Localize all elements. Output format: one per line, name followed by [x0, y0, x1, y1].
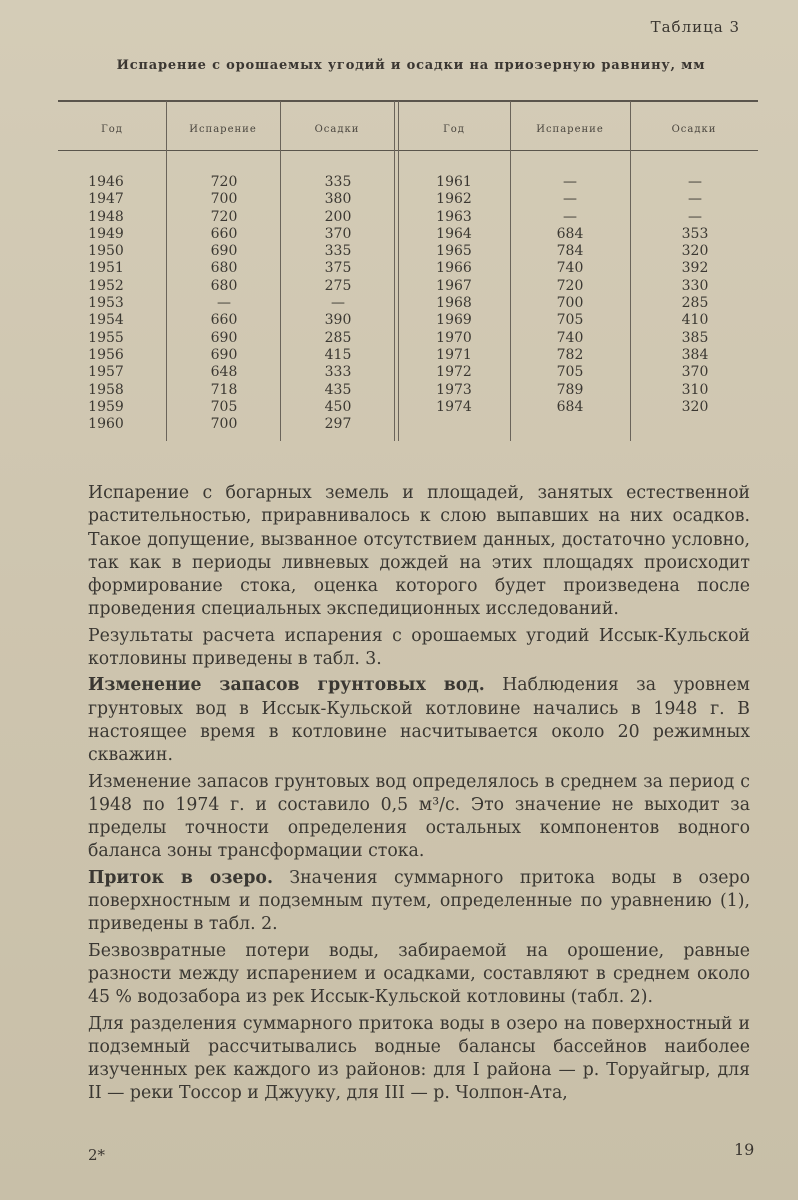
table-cell: 1965 — [436, 243, 472, 260]
table-cell: 333 — [324, 364, 352, 381]
table-cell: 680 — [210, 260, 238, 277]
table-cell: 1958 — [88, 381, 124, 398]
paragraph: Результаты расчета испарения с орошаемых угодий Иссык-Кульской котловины приведены в табл. 3. — [88, 625, 750, 670]
table-cell: 310 — [681, 381, 709, 398]
table-cell: 392 — [681, 260, 709, 277]
header-precipitation-left: Осадки — [314, 124, 360, 135]
table-cell: 1947 — [88, 191, 124, 208]
table-cell: 718 — [210, 381, 238, 398]
header-evaporation-right: Испарение — [536, 124, 604, 135]
paragraph: Безвозвратные потери воды, забираемой на орошение, равные разности между испарением и осадками, составляют в среднем около 45 % водозабора из рек Иссык-Кульской котловины (табл. 2). — [88, 940, 750, 1008]
page-number: 19 — [734, 1140, 755, 1159]
column-evaporation-left — [176, 174, 272, 433]
table-cell: 320 — [681, 243, 709, 260]
table-cell: 1961 — [436, 174, 472, 190]
table-cell: 705 — [210, 398, 238, 415]
table-cell: 1959 — [88, 398, 124, 415]
table-cell: 784 — [556, 243, 584, 260]
table-cell: 720 — [210, 208, 238, 225]
table-cell: 1968 — [436, 295, 472, 312]
table-cell: 1964 — [436, 225, 472, 242]
table-cell: 275 — [324, 277, 352, 294]
table-cell: 297 — [324, 416, 352, 433]
column-divider-double — [394, 101, 395, 441]
table-cell: — — [563, 191, 577, 208]
table-cell: 450 — [324, 398, 352, 415]
table-cell: 353 — [681, 225, 709, 242]
table-cell: 1966 — [436, 260, 472, 277]
table-cell: 705 — [556, 312, 584, 329]
table-cell: 384 — [681, 346, 709, 363]
table-cell: 1974 — [436, 398, 472, 415]
table-cell: 1949 — [88, 225, 124, 242]
table-cell: 285 — [681, 295, 709, 312]
table-cell: 410 — [681, 312, 709, 329]
paragraph: Для разделения суммарного притока воды в озеро на поверхностный и подземный рассчитывались водные балансы бассейнов наиболее изученных рек каждого из районов: для I района — р. Торуайгыр, для II — реки Тоссор и Джууку, для III — р. Чолпон-Ата, — [88, 1013, 750, 1104]
table-cell: 648 — [210, 364, 238, 381]
table-cell: 1954 — [88, 312, 124, 329]
table-cell: 1950 — [88, 243, 124, 260]
table-cell: 1973 — [436, 381, 472, 398]
table-cell: 390 — [324, 312, 352, 329]
table-cell: 1967 — [436, 277, 472, 294]
table-cell: 320 — [681, 398, 709, 415]
column-divider — [280, 101, 281, 441]
table-cell: — — [217, 295, 231, 312]
table-cell: 1970 — [436, 329, 472, 346]
table-cell: 1946 — [88, 174, 124, 190]
table-cell: 335 — [324, 243, 352, 260]
header-evaporation-left: Испарение — [189, 124, 257, 135]
table-cell: 705 — [556, 364, 584, 381]
table-cell: — — [688, 174, 702, 190]
table-cell: 680 — [210, 277, 238, 294]
table-cell: 700 — [210, 191, 238, 208]
table-cell: 660 — [210, 312, 238, 329]
table-cell: 1962 — [436, 191, 472, 208]
header-precipitation-right: Осадки — [671, 124, 717, 135]
column-divider — [166, 101, 167, 441]
table-cell: 1969 — [436, 312, 472, 329]
table-cell: 385 — [681, 329, 709, 346]
column-years-right — [406, 174, 502, 416]
table-cell: 1953 — [88, 295, 124, 312]
column-precipitation-left — [290, 174, 386, 433]
table-cell: 335 — [324, 174, 352, 190]
column-divider — [630, 101, 631, 441]
table-cell: 1971 — [436, 346, 472, 363]
section-heading: Приток в озеро. — [88, 867, 273, 888]
header-year-left: Год — [101, 124, 123, 135]
table-cell: 700 — [210, 416, 238, 433]
data-table — [58, 98, 758, 444]
table-cell: 700 — [556, 295, 584, 312]
signature-mark: 2* — [88, 1146, 106, 1164]
table-top-rule — [58, 100, 758, 102]
table-cell: 1952 — [88, 277, 124, 294]
section-heading: Изменение запасов грунтовых вод. — [88, 675, 485, 696]
table-cell: — — [688, 208, 702, 225]
column-divider — [510, 101, 511, 441]
table-cell: 1957 — [88, 364, 124, 381]
column-precipitation-right — [640, 174, 750, 416]
table-cell: 370 — [324, 225, 352, 242]
paragraph-text: Наблюдения за уровнем грунтовых вод в Иссык-Кульской котловине начались в 1948 г. В настоящее время в котловине насчитывается около 20 режимных скважин. — [88, 675, 750, 766]
table-cell: 660 — [210, 225, 238, 242]
table-cell: 720 — [210, 174, 238, 190]
table-cell: 200 — [324, 208, 352, 225]
table-cell: 789 — [556, 381, 584, 398]
table-cell: 1956 — [88, 346, 124, 363]
paragraph: Изменение запасов грунтовых вод определялось в среднем за период с 1948 по 1974 г. и составило 0,5 м³/с. Это значение не выходит за пределы точности определения остальных компонентов водного баланса зоны трансформации стока. — [88, 771, 750, 862]
table-cell: 1951 — [88, 260, 124, 277]
table-cell: 1960 — [88, 416, 124, 433]
paragraph — [88, 674, 750, 767]
column-divider-double — [398, 101, 399, 441]
table-cell: 720 — [556, 277, 584, 294]
column-years-left — [58, 174, 154, 433]
table-cell: 690 — [210, 346, 238, 363]
table-cell: 1948 — [88, 208, 124, 225]
table-cell: 684 — [556, 398, 584, 415]
table-cell: 690 — [210, 329, 238, 346]
body-text — [88, 482, 750, 1109]
table-cell: — — [688, 191, 702, 208]
table-cell: 330 — [681, 277, 709, 294]
table-cell: 740 — [556, 329, 584, 346]
table-cell: 415 — [324, 346, 352, 363]
table-cell: 684 — [556, 225, 584, 242]
table-cell: 740 — [556, 260, 584, 277]
table-cell: 285 — [324, 329, 352, 346]
table-cell: 1963 — [436, 208, 472, 225]
table-cell: — — [331, 295, 345, 312]
table-cell: 375 — [324, 260, 352, 277]
table-cell: 380 — [324, 191, 352, 208]
table-cell: 370 — [681, 364, 709, 381]
paragraph: Испарение с богарных земель и площадей, занятых естественной растительностью, приравнивалось к слою выпавших на них осадков. Такое допущение, вызванное отсутствием данных, достаточно условно, так как в периоды ливневых дождей на этих площадях происходит формирование стока, оценка которого будет произведена после проведения специальных экспедиционных исследований. — [88, 483, 750, 620]
table-cell: 690 — [210, 243, 238, 260]
table-cell: 1972 — [436, 364, 472, 381]
table-cell: — — [563, 208, 577, 225]
column-evaporation-right — [520, 174, 620, 416]
table-cell: — — [563, 174, 577, 190]
header-year-right: Год — [443, 124, 465, 135]
table-cell: 1955 — [88, 329, 124, 346]
table-number-label: Таблица 3 — [650, 18, 740, 36]
table-cell: 782 — [556, 346, 584, 363]
paragraph-text: Значения суммарного притока воды в озеро поверхностным и подземным путем, определенные по уравнению (1), приведены в табл. 2. — [88, 867, 751, 935]
table-cell: 435 — [324, 381, 352, 398]
table-caption: Испарение с орошаемых угодий и осадки на приозерную равнину, мм — [116, 58, 706, 73]
paragraph — [88, 867, 750, 937]
table-header-rule — [58, 150, 758, 151]
